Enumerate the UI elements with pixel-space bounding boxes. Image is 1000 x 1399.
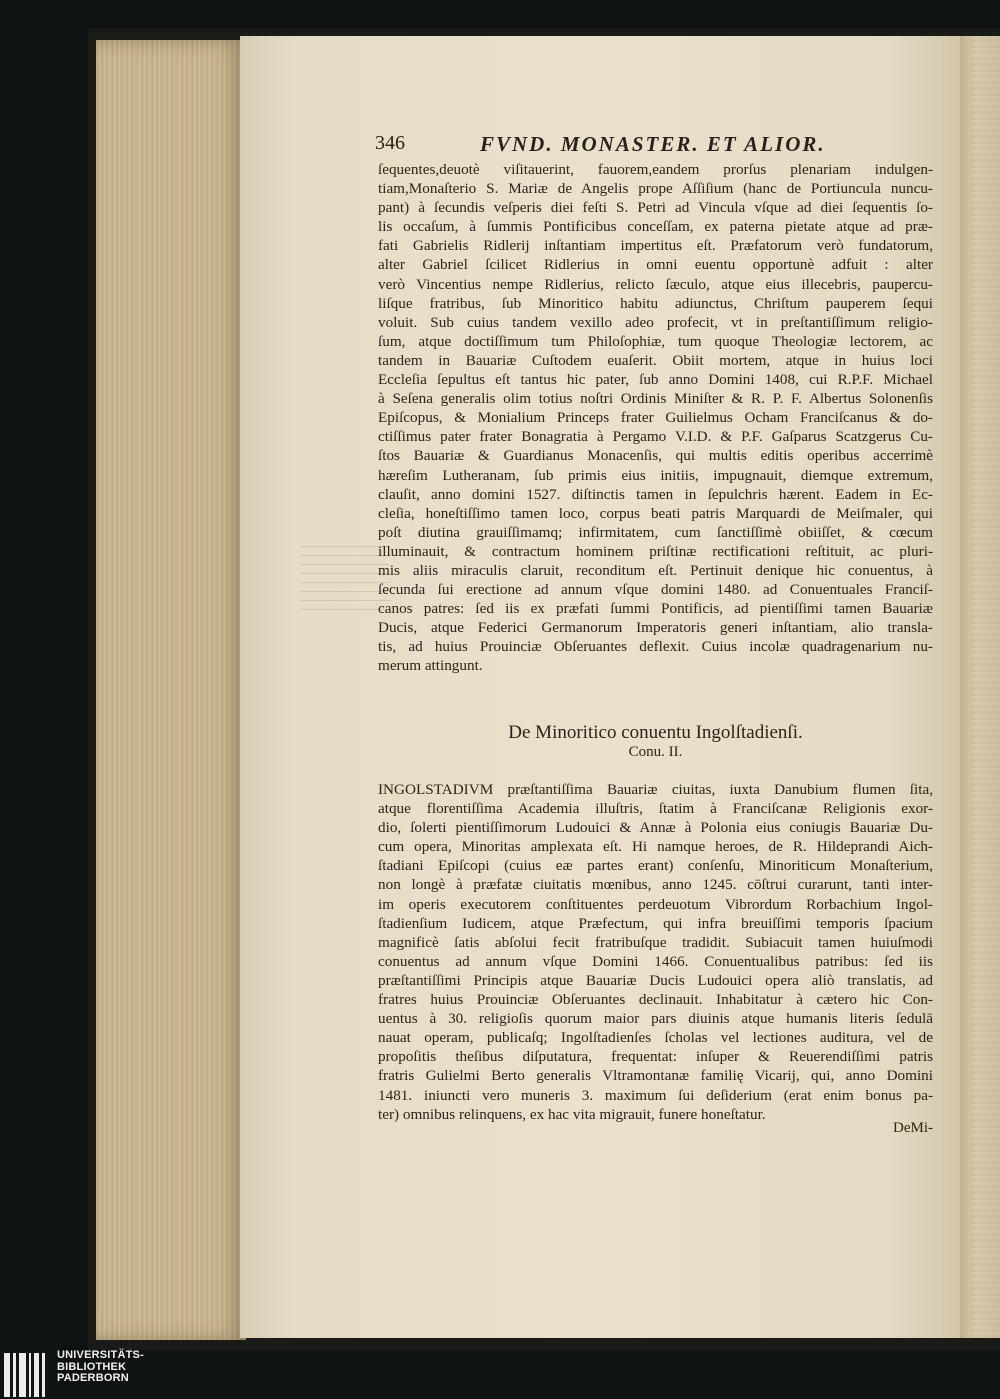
text-line: conuentus ad annum vſque Domini 1466. Conuentualibus patribus: ſed iis <box>378 952 933 970</box>
library-line-2: BIBLIOTHEK <box>57 1360 127 1373</box>
text-line: canos patres: ſed iis ex præfati ſummi Pontificis, ad pientiſſimi tamen Bauariæ <box>378 600 933 618</box>
text-line: cleſia, honeſtiſſimo tamen loco, corpus beati patris Marquardi de Meiſmaler, qui <box>378 504 933 522</box>
text-line: tandem in Bauariæ Cuſtodem euaſerit. Obiit mortem, atque in huius loci <box>378 351 933 369</box>
text-line: tis, ad huius Prouinciæ Obſeruantes deflexit. Cuius incolæ quadragenarium nu- <box>378 638 933 656</box>
text-line: ſecunda ſui erectione ad annum vſque domini 1480. ad Conuentuales Franciſ- <box>378 581 933 599</box>
text-line: ſequentes,deuotè viſitauerint, fauorem,eandem prorſus plenariam indulgen- <box>378 161 933 178</box>
text-line: liſque fratribus, ſub Minoritico habitu adiunctus, Chriſtum pauperem ſequi <box>378 294 933 312</box>
running-title: FVND. MONASTER. ET ALIOR. <box>480 132 826 156</box>
text-line: lis occaſum, à ſummis Pontificibus conceſſam, ex paterna pietate atque ad præ- <box>378 218 933 236</box>
text-line: fati Gabrielis Ridlerij inſtantiam impertitus eſt. Præfatorum verò fundatorum, <box>378 237 933 255</box>
text-line: im operis executorem conſtituentes perdeuotum Vibrordum Rorbachium Ingol- <box>378 895 933 913</box>
text-line: poſt diutina grauiſſimamq; infirmitatem, cum ſanctiſſimè obiiſſet, & cœcum <box>378 523 933 541</box>
text-line: alter Gabriel ſcilicet Ridlerius in omni euentu opportunè adfuit : alter <box>378 256 933 274</box>
text-line: propoſitis theſibus diſputatura, frequentat: inſuper & Reuerendiſſimi patris <box>378 1048 933 1066</box>
text-line: magnificè ſatis abſolui fecit fratribuſque tradidit. Subiacuit tamen huiuſmodi <box>378 933 933 951</box>
text-line: pant) à ſecundis veſperis diei feſti S. Petri ad Vincula vſque ad diei ſequentis ſo- <box>378 199 933 217</box>
text-line: à Seſena generalis olim totius noſtri Ordinis Miniſter & R. P. F. Albertus Solonenſis <box>378 390 933 408</box>
page-number: 346 <box>375 132 405 154</box>
text-line: ſtadiani Epiſcopi (cuius eæ partes erant) conſenſu, Minoriticum Monaſterium, <box>378 857 933 875</box>
text-line: nauat operam, publicaſq; Ingolſtadienſes ſcholas vel lectiones auditura, vel de <box>378 1029 933 1047</box>
text-line: ſum, atque doctiſſimum tum Philoſophiæ, tum quoque Theologiæ lectorem, ac <box>378 332 933 350</box>
text-line: dio, ſolerti pientiſſimorum Ludouici & Annæ à Polonia eius coniugis Bauariæ Du- <box>378 819 933 837</box>
text-line: Ducis, atque Federici Germanorum Imperatoris generi inſtantiam, alio transla- <box>378 619 933 637</box>
text-line: clauſit, anno domini 1527. diſtinctis tamen in ſepulchris hærent. Eadem in Ec- <box>378 485 933 503</box>
show-through-marginalia <box>300 540 390 610</box>
text-line: voluit. Sub cuius tandem vexillo adeo profecit, vt in preſtantiſſimum religio- <box>378 313 933 331</box>
text-line: illuminauit, & contractum hominem priſtinæ rectificationi reſtituit, ac pluri- <box>378 542 933 560</box>
text-line: non longè à præfatæ ciuitatis mœnibus, anno 1245. cōſtrui curarunt, tanti inter- <box>378 876 933 894</box>
text-line: Epiſcopus, & Monialium Princeps frater Guilielmus Ocham Franciſcanus & do- <box>378 409 933 427</box>
text-line: ſtos Bauariæ & Guardianus Monacenſis, qui multis editis operibus accerrimè <box>378 447 933 465</box>
text-line: tiam,Monaſterio S. Mariæ de Angelis prope Aſſiſium (hanc de Portiuncula nuncu- <box>378 180 933 198</box>
text-line: cum opera, Minoritas amplexata eſt. Hi namque heroes, de R. Hildeprandi Aich- <box>378 838 933 856</box>
paragraph-2 <box>378 780 933 1124</box>
text-line: 1481. iniuncti vero muneris 3. maximum ſui deſiderium (erat enim bonus pa- <box>378 1086 933 1104</box>
text-line: præſtantiſſimi Principis atque Bauariæ Ducis Ludouici opera aliò translatis, ad <box>378 971 933 989</box>
text-line: merum attingunt. <box>378 657 483 675</box>
page-fore-edge <box>96 40 246 1340</box>
text-line: atque florentiſſima Academia illuſtris, ſtatim à Franciſcanæ Religionis exor- <box>378 800 933 818</box>
section-title: De Minoritico conuentu Ingolſtadienſi. <box>508 722 803 743</box>
text-line: ter) omnibus relinquens, ex hac vita migrauit, funere honeſtatur. <box>378 1105 766 1123</box>
library-line-3: PADERBORN <box>57 1372 129 1384</box>
text-line: fratris Gulielmi Berto generalis Vltramontanæ familię Vicarij, qui, anno Domini <box>378 1067 933 1085</box>
text-line: Eccleſia ſepultus eſt tantus hic pater, ſub anno Domini 1408, cui R.P.F. Michael <box>378 371 933 389</box>
right-page-texture <box>970 36 1000 1338</box>
library-logo-text <box>57 1350 144 1385</box>
text-line: uentus à 30. religioſis quorum maior pars diuinis atque humanis literis ſedulā <box>378 1010 933 1028</box>
text-line: fratres huius Prouinciæ Obſeruantes declinauit. Inhabitatur à cætero hic Con- <box>378 991 933 1009</box>
section-subtitle: Conu. II. <box>628 744 683 760</box>
text-line: mis aliis miraculis claruit, reconditum eſt. Pertinuit denique hic conuentus, à <box>378 561 933 579</box>
paragraph-1 <box>378 160 933 676</box>
footer-bar <box>0 1350 1000 1399</box>
text-line: ſtadienſium Iudicem, atque Præfectum, qui infra breuiſſimi temporis ſpacium <box>378 914 933 932</box>
library-line-1: UNIVERSITÄTS- <box>57 1349 144 1361</box>
text-line: INGOLSTADIVM præſtantiſſima Bauariæ ciuitas, iuxta Danubium flumen ſita, <box>378 781 933 798</box>
page-header <box>375 132 875 156</box>
text-line: verò Vincentius nempe Ridlerius, relicto ſæculo, atque eius illecebris, paupercu- <box>378 275 933 293</box>
catchword: DeMi- <box>893 1120 933 1136</box>
text-line: ctiſſimus pater frater Bonagratia à Pergamo V.I.D. & P.F. Gaſparus Scatzgerus Cu- <box>378 428 933 446</box>
text-line: hæreſim Lutheranam, ſub primis eius initiis, impugnauit, diemque extremum, <box>378 466 933 484</box>
library-logo-icon <box>4 1353 50 1397</box>
